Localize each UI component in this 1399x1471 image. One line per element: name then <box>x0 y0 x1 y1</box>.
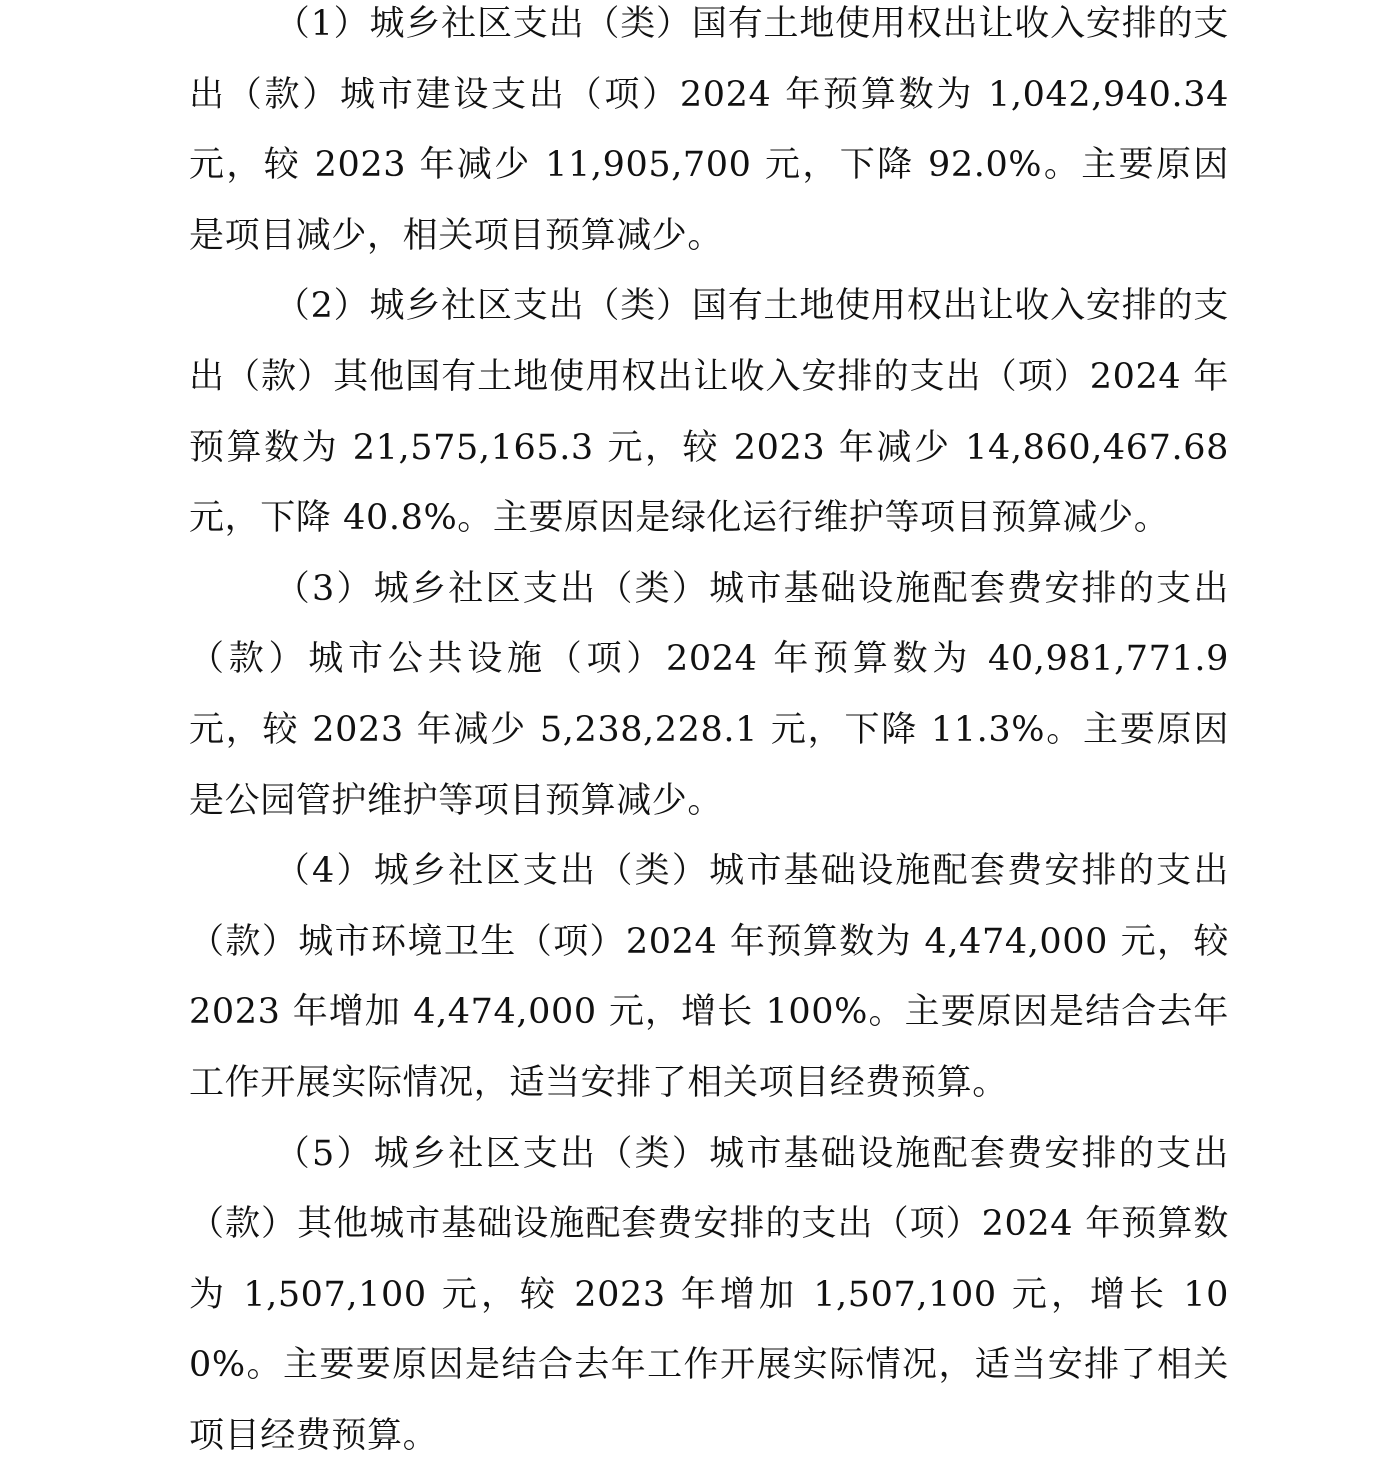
paragraph-3: （3）城乡社区支出（类）城市基础设施配套费安排的支出（款）城市公共设施（项）2024 年预算数为 40,981,771.9 元，较 2023 年减少 5,238,228.1 元，下降 11.3%。主要原因是公园管护维护等项目预算减少。 <box>189 554 1229 836</box>
paragraph-5: （5）城乡社区支出（类）城市基础设施配套费安排的支出（款）其他城市基础设施配套费安排的支出（项）2024 年预算数为 1,507,100 元，较 2023 年增加 1,507,100 元，增长 100%。主要要原因是结合去年工作开展实际情况，适当安排了相关项目经费预算。 <box>189 1119 1229 1471</box>
paragraph-4: （4）城乡社区支出（类）城市基础设施配套费安排的支出（款）城市环境卫生（项）2024 年预算数为 4,474,000 元，较 2023 年增加 4,474,000 元，增长 100%。主要原因是结合去年工作开展实际情况，适当安排了相关项目经费预算。 <box>189 836 1229 1118</box>
document-page <box>189 0 1229 1471</box>
paragraph-2: （2）城乡社区支出（类）国有土地使用权出让收入安排的支出（款）其他国有土地使用权出让收入安排的支出（项）2024 年预算数为 21,575,165.3 元，较 2023 年减少 14,860,467.68 元，下降 40.8%。主要原因是绿化运行维护等项目预算减少。 <box>189 271 1229 553</box>
paragraph-1: （1）城乡社区支出（类）国有土地使用权出让收入安排的支出（款）城市建设支出（项）2024 年预算数为 1,042,940.34 元，较 2023 年减少 11,905,700 元，下降 92.0%。主要原因是项目减少，相关项目预算减少。 <box>189 0 1229 271</box>
